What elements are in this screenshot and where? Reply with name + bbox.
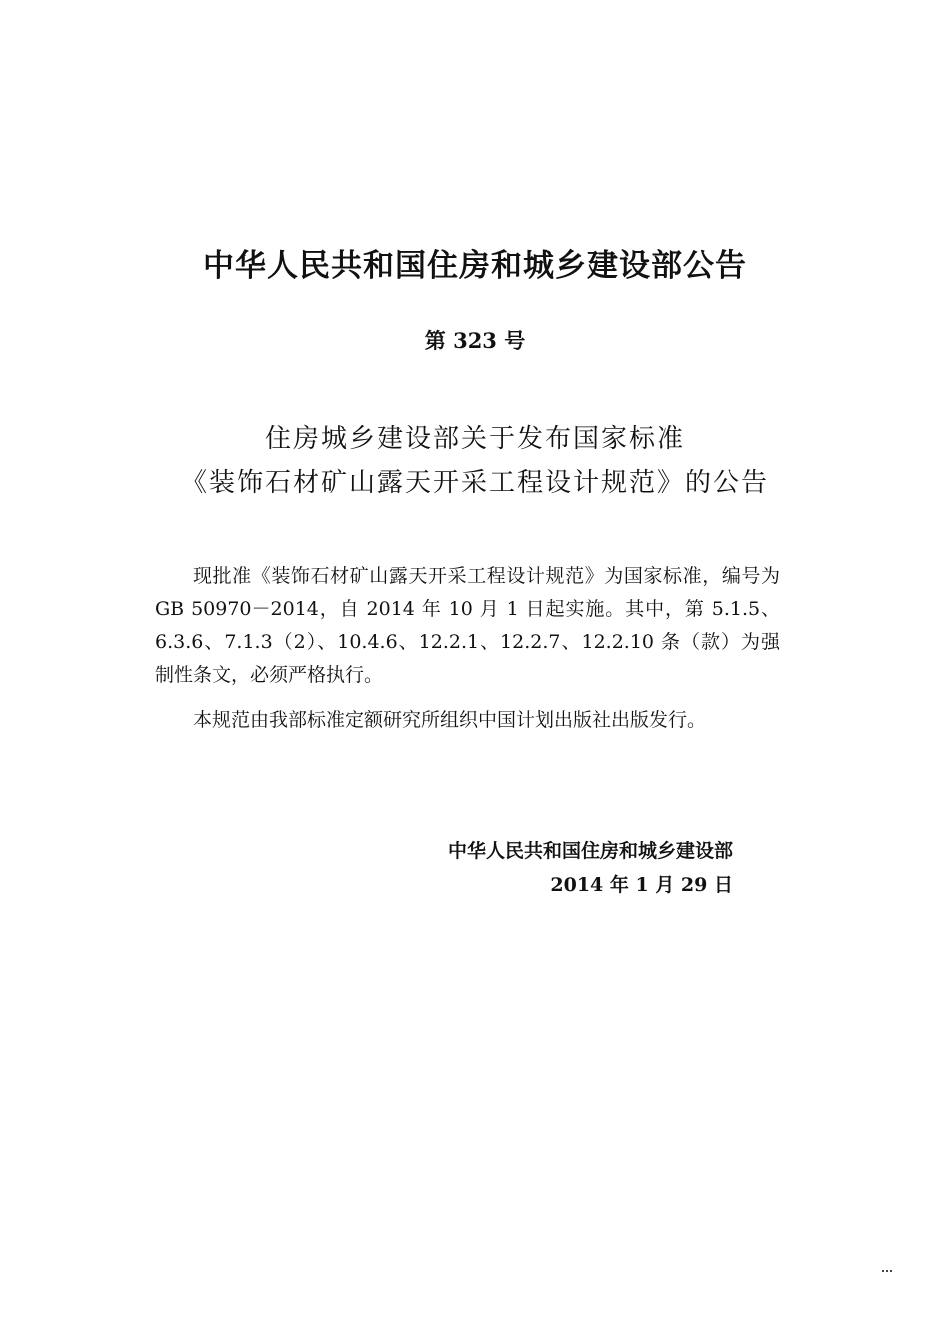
signature-organization: 中华人民共和国住房和城乡建设部 <box>447 840 733 862</box>
scan-artifact-dots <box>882 1270 894 1274</box>
body-paragraph-publication: 本规范由我部标准定额研究所组织中国计划出版社出版发行。 <box>193 709 707 731</box>
ministry-title: 中华人民共和国住房和城乡建设部公告 <box>203 248 747 284</box>
notice-subtitle-line-2: 《装饰石材矿山露天开采工程设计规范》的公告 <box>180 468 769 498</box>
notice-subtitle-line-1: 住房城乡建设部关于发布国家标准 <box>264 424 685 454</box>
signature-date: 2014 年 1 月 29 日 <box>550 874 733 896</box>
body-paragraph-approval: 现批准《装饰石材矿山露天开采工程设计规范》为国家标准，编号为GB 50970－2014，自 2014 年 10 月 1 日起实施。其中，第 5.1.5、6.3.6、7.1.3（2）、10.4.6、12.2.1、12.2.7、12.2.10 条（款）为强制性条文，必须严格执行。 <box>155 565 780 686</box>
notice-number: 第 323 号 <box>424 328 526 353</box>
